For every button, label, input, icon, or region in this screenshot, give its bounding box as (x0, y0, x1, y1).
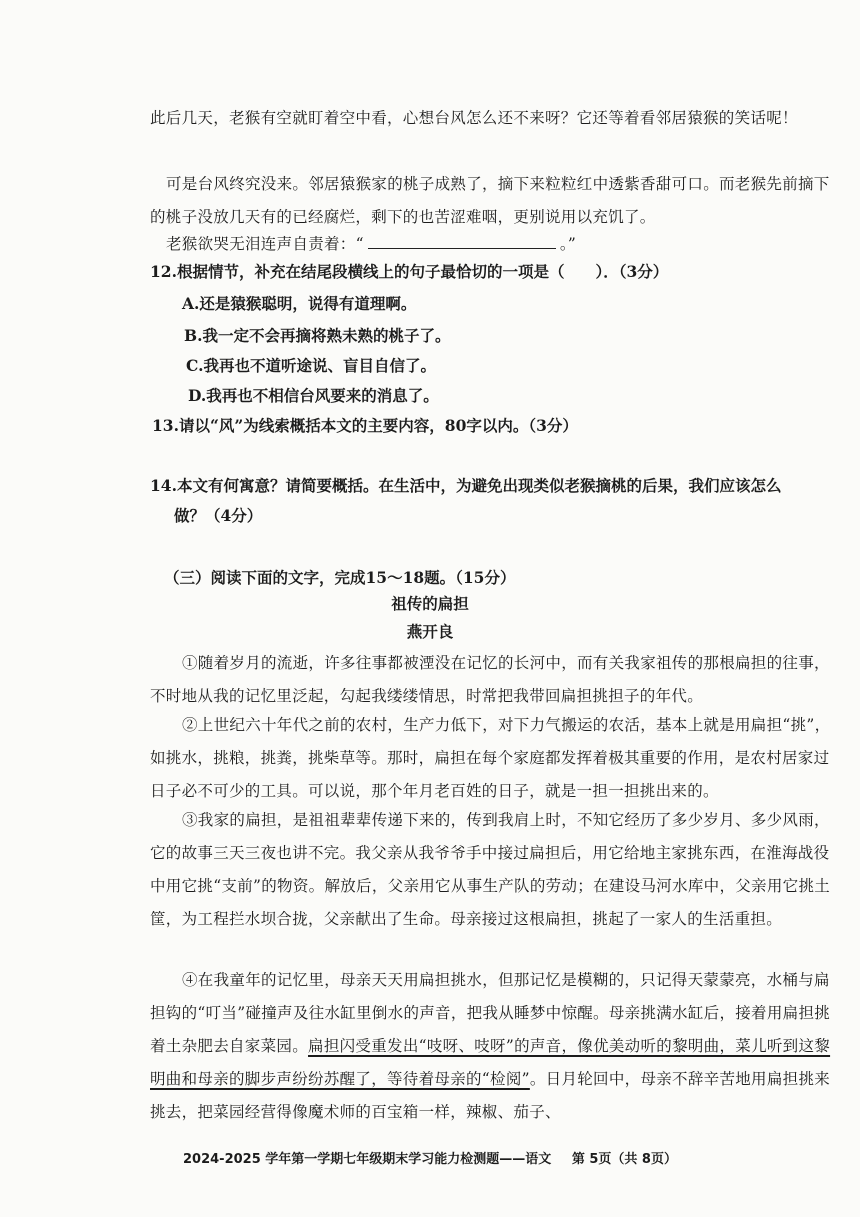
closing-quote-start: 老猴欲哭无泪连声自责着：“ (166, 235, 364, 253)
passage-paragraph-2: ②上世纪六十年代之前的农村，生产力低下，对下力气搬运的农活，基本上就是用扁担“挑”，如挑水，挑粮，挑粪，挑柴草等。那时，扁担在每个家庭都发挥着极其重要的作用，是农村居家过日子必不可少的工具。可以说，那个年月老百姓的日子，就是一担一担挑出来的。 (150, 716, 831, 800)
page-number: 第 5页（共 8页） (571, 1152, 677, 1167)
q12-option-c: C.我再也不道听途说、盲目自信了。 (186, 356, 436, 375)
q12-option-d: D.我再也不相信台风要来的消息了。 (188, 386, 439, 405)
story-paragraph-2: 可是台风终究没来。邻居猿猴家的桃子成熟了，摘下来粒粒红中透紫香甜可口。而老猴先前摘下的桃子没放几天有的已经腐烂，剩下的也苦涩难咽，更别说用以充饥了。 (150, 175, 830, 226)
page-footer (0, 1148, 860, 1167)
passage-paragraph-4: ④在我童年的记忆里，母亲天天用扁担挑水，但那记忆是模糊的，只记得天蒙蒙亮，水桶与扁担钩的“叮当”碰撞声及往水缸里倒水的声音，把我从睡梦中惊醒。母亲挑满水缸后，接着用扁担挑着土杂肥去自家菜园。扁担闪受重发出“吱呀、吱呀”的声音，像优美动听的黎明曲，菜儿听到这黎明曲和母亲的脚步声纷纷苏醒了，等待着母亲的“检阅”。日月轮回中，母亲不辞辛苦地用扁担挑来挑去，把菜园经营得像魔术师的百宝箱一样，辣椒、茄子、 (150, 971, 831, 1121)
passage-paragraph-3: ③我家的扁担，是祖祖辈辈传递下来的，传到我肩上时，不知它经历了多少岁月、多少风雨，它的故事三天三夜也讲不完。我父亲从我爷爷手中接过扁担后，用它给地主家挑东西，在淮海战役中用它挑“支前”的物资。解放后，父亲用它从事生产队的劳动；在建设马河水库中，父亲用它挑土筐，为工程拦水坝合拢，父亲献出了生命。母亲接过这根扁担，挑起了一家人的生活重担。 (150, 811, 831, 928)
story-paragraph-1: 此后几天，老猴有空就盯着空中看，心想台风怎么还不来呀？它还等着看邻居猿猴的笑话呢！ (150, 109, 798, 127)
passage-title: 祖传的扁担 (391, 594, 469, 613)
q12-option-b: B.我一定不会再摘将熟未熟的桃子了。 (184, 326, 451, 345)
passage-paragraph-1: ①随着岁月的流逝，许多往事都被湮没在记忆的长河中，而有关我家祖传的那根扁担的往事，不时地从我的记忆里泛起，勾起我缕缕情思，时常把我带回扁担挑担子的年代。 (150, 654, 830, 705)
answer-blank (368, 232, 556, 249)
underlined-sentence: 扁担闪受重发出“吱呀、吱呀”的声音，像优美动听的黎明曲，菜儿听到这黎明曲和母亲的脚步声纷纷苏醒了，等待着母亲的“检阅” (150, 1037, 831, 1088)
question-12: 12.根据情节，补充在结尾段横线上的句子最恰切的一项是（ ）．（3分） (150, 262, 669, 281)
closing-quote-end: 。” (559, 235, 577, 253)
section-3-heading: （三）阅读下面的文字，完成15～18题。（15分） (164, 568, 516, 587)
passage-author: 燕开良 (406, 622, 454, 641)
story-paragraph-3 (166, 228, 846, 261)
exam-title: 2024-2025 学年第一学期七年级期末学习能力检测题——语文 (183, 1152, 552, 1167)
question-13: 13.请以“风”为线索概括本文的主要内容，80字以内。（3分） (152, 416, 578, 435)
question-14-line-1: 14.本文有何寓意？请简要概括。在生活中，为避免出现类似老猴摘桃的后果，我们应该怎么 (150, 476, 782, 495)
question-14-line-2: 做？（4分） (174, 506, 263, 525)
q12-option-a: A.还是猿猴聪明，说得有道理啊。 (182, 294, 417, 313)
